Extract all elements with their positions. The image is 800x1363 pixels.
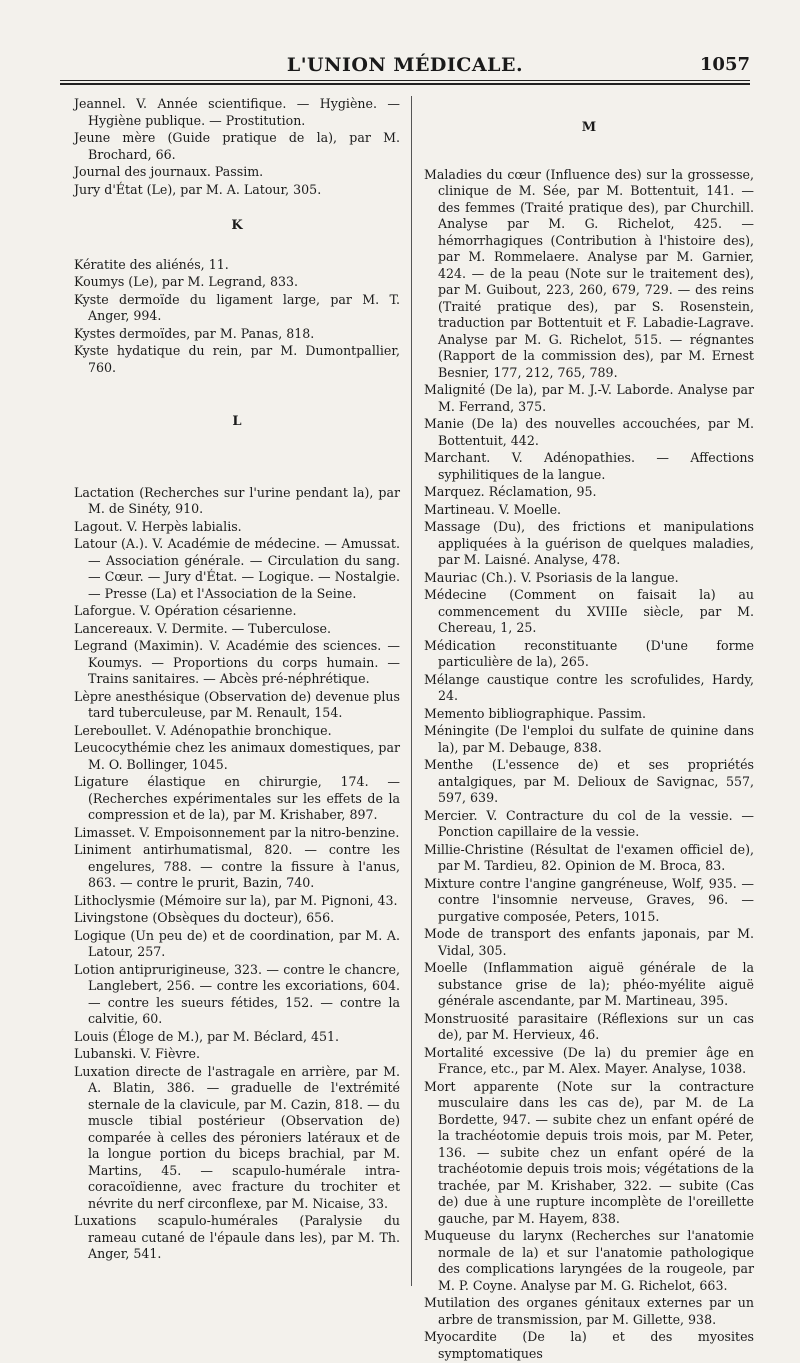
index-entry: Méningite (De l'emploi du sulfate de quinine dans la), par M. Debauge, 838. [424, 723, 754, 755]
index-entry: Ligature élastique en chirurgie, 174. — (Recherches expérimentales sur les effets de la compression et de la), par M. Krishaber, 897. [74, 774, 400, 822]
index-entry: Manie (De la) des nouvelles accouchées, par M. Bottentuit, 442. [424, 416, 754, 448]
letter-k-entries [74, 257, 400, 377]
index-entry: Monstruosité parasitaire (Réflexions sur un cas de), par M. Hervieux, 46. [424, 1010, 754, 1042]
index-entry: Logique (Un peu de) et de coordination, par M. A. Latour, 257. [74, 927, 400, 959]
index-entry: Maladies du cœur (Influence des) sur la grossesse, clinique de M. Sée, par M. Bottentuit, 141. — des femmes (Traité pratique des), par Churchill. Analyse par M. G. Richelot, 425. — hémorrhagiques (Contribution à l'histoire des), par M. Rommelaere. Analyse par M. Garnier, 424. — de la peau (Note sur le traitement des), par M. Guibout, 223, 260, 679, 729. — des reins (Traité pratique des), par S. Rosenstein, traduction par Bottentuit et F. Labadie-Lagrave. Analyse par M. G. Richelot, 515. — régnantes (Rapport de la commission des), par M. Ernest Besnier, 177, 212, 765, 789. [424, 166, 754, 380]
column-divider [411, 96, 412, 1286]
index-entry: Malignité (De la), par M. J.-V. Laborde. Analyse par M. Ferrand, 375. [424, 382, 754, 414]
index-entry: Mutilation des organes génitaux externes par un arbre de transmission, par M. Gillette, 938. [424, 1295, 754, 1327]
index-entry: Mixture contre l'angine gangréneuse, Wolf, 935. — contre l'insomnie nerveuse, Graves, 96. — purgative composée, Peters, 1015. [424, 875, 754, 924]
letter-l-entries [74, 485, 400, 1263]
index-entry: Muqueuse du larynx (Recherches sur l'anatomie normale de la) et sur l'anatomie pathologique des complications laryngées de la rougeole, par M. P. Coyne. Analyse par M. G. Richelot, 663. [424, 1228, 754, 1293]
page-number: 1057 [699, 54, 750, 75]
index-entry: Mode de transport des enfants japonais, par M. Vidal, 305. [424, 926, 754, 958]
index-entry: Journal des journaux. Passim. [74, 164, 264, 179]
index-entry: Laforgue. V. Opération césarienne. [74, 603, 297, 618]
index-entry: Massage (Du), des frictions et manipulations appliquées à la guérison de quelques maladies, par M. Laisné. Analyse, 478. [424, 519, 754, 567]
index-entry: Memento bibliographique. Passim. [424, 705, 647, 721]
index-entry: Mauriac (Ch.). V. Psoriasis de la langue. [424, 569, 679, 585]
index-entry: Koumys (Le), par M. Legrand, 833. [74, 274, 299, 289]
index-entry: Lancereaux. V. Dermite. — Tuberculose. [74, 620, 331, 636]
index-entry: Lithoclysmie (Mémoire sur la), par M. Pignoni, 43. [74, 892, 398, 908]
index-entry: Limasset. V. Empoisonnement par la nitro-benzine. [74, 824, 400, 840]
index-entry: Lèpre anesthésique (Observation de) devenue plus tard tuberculeuse, par M. Renault, 154. [74, 688, 400, 720]
index-entry: Jeannel. V. Année scientifique. — Hygiène. — Hygiène publique. — Prostitution. [74, 96, 400, 128]
index-entry: Leucocythémie chez les animaux domestiques, par M. O. Bollinger, 1045. [74, 740, 400, 772]
index-entry: Mort apparente (Note sur la contracture musculaire dans les cas de), par M. de La Bordette, 947. — subite chez un enfant opéré de la trachéotomie depuis trois mois, par M. Peter, 136. — subite chez un enfant opéré de la trachéotomie depuis trois mois; végétations de la trachée, par M. Krishaber, 322. — subite (Cas de) due à une rupture incomplète de l'oreillette gauche, par M. Hayem, 838. [424, 1078, 754, 1226]
index-entry: Marquez. Réclamation, 95. [424, 484, 597, 499]
section-letter-l: L [232, 414, 242, 429]
index-entry: Myocardite (De la) et des myosites symptomatiques [424, 1329, 754, 1361]
journal-title: L'UNION MÉDICALE. [286, 54, 524, 76]
index-entry: Jury d'État (Le), par M. A. Latour, 305. [74, 181, 322, 197]
section-letter-k: K [231, 218, 243, 233]
index-entry: Mortalité excessive (De la) du premier âge en France, etc., par M. Alex. Mayer. Analyse, 1038. [424, 1044, 754, 1076]
index-entry: Luxations scapulo-humérales (Paralysie du rameau cutané de l'épaule dans les), par M. Th. Anger, 541. [74, 1213, 400, 1261]
letter-j-entries [74, 96, 400, 198]
index-entry: Liniment antirhumatismal, 820. — contre les engelures, 788. — contre la fissure à l'anus, 863. — contre le prurit, Bazin, 740. [74, 842, 400, 890]
index-entry: Mercier. V. Contracture du col de la vessie. — Ponction capillaire de la vessie. [424, 807, 754, 839]
index-entry: Martineau. V. Moelle. [424, 501, 562, 517]
left-column [74, 96, 400, 1264]
index-entry: Kyste hydatique du rein, par M. Dumontpallier, 760. [74, 343, 400, 375]
index-entry: Kystes dermoïdes, par M. Panas, 818. [74, 325, 315, 341]
index-entry: Kératite des aliénés, 11. [74, 256, 229, 272]
index-entry: Millie-Christine (Résultat de l'examen officiel de), par M. Tardieu, 82. Opinion de M. Broca, 83. [424, 841, 754, 873]
index-entry: Kyste dermoïde du ligament large, par M. T. Anger, 994. [74, 291, 400, 323]
index-entry: Luxation directe de l'astragale en arrière, par M. A. Blatin, 386. — graduelle de l'extrémité sternale de la clavicule, par M. Cazin, 818. — du muscle tibial postérieur (Observation de) comparée à celles des péroniers latéraux et de la longue portion du biceps brachial, par M. Martins, 45. — scapulo-humérale intra-coracoïdienne, avec fracture du trochiter et névrite du nerf circonflexe, par M. Nicaise, 33. [74, 1063, 400, 1211]
index-entry: Lereboullet. V. Adénopathie bronchique. [74, 722, 332, 738]
right-column [424, 96, 754, 1363]
index-entry: Louis (Éloge de M.), par M. Béclard, 451. [74, 1028, 340, 1044]
index-entry: Menthe (L'essence de) et ses propriétés antalgiques, par M. Delioux de Savignac, 557, 597, 639. [424, 757, 754, 805]
index-entry: Moelle (Inflammation aiguë générale de la substance grise de la); phéo-myélite aiguë générale ascendante, par M. Martineau, 395. [424, 960, 754, 1008]
index-entry: Livingstone (Obsèques du docteur), 656. [74, 910, 335, 925]
index-entry: Médecine (Comment on faisait la) au commencement du XVIIIe siècle, par M. Chereau, 1, 25. [424, 587, 754, 635]
section-letter-m: M [581, 120, 597, 135]
header-rule-thick [60, 83, 750, 85]
page-header [60, 54, 750, 76]
index-entry: Médication reconstituante (D'une forme particulière de la), 265. [424, 637, 754, 669]
index-entry: Lactation (Recherches sur l'urine pendant la), par M. de Sinéty, 910. [74, 484, 400, 516]
index-entry: Marchant. V. Adénopathies. — Affections syphilitiques de la langue. [424, 450, 754, 482]
index-entry: Lotion antiprurigineuse, 323. — contre le chancre, Langlebert, 256. — contre les excoriations, 604. — contre les sueurs fétides, 152. — contre la calvitie, 60. [74, 961, 400, 1026]
index-entry: Latour (A.). V. Académie de médecine. — Amussat. — Association générale. — Circulation du sang. — Cœur. — Jury d'État. — Logique. — Nostalgie. — Presse (La) et l'Association de la Seine. [74, 536, 400, 601]
index-entry: Lubanski. V. Fièvre. [74, 1046, 200, 1061]
letter-m-entries [424, 167, 754, 1363]
index-entry: Lagout. V. Herpès labialis. [74, 518, 242, 534]
index-entry: Legrand (Maximin). V. Académie des sciences. — Koumys. — Proportions du corps humain. — Trains sanitaires. — Abcès pré-néphrétique. [74, 638, 400, 686]
index-entry: Jeune mère (Guide pratique de la), par M. Brochard, 66. [74, 130, 400, 162]
index-entry: Mélange caustique contre les scrofulides, Hardy, 24. [424, 671, 754, 703]
header-rule [60, 80, 750, 81]
